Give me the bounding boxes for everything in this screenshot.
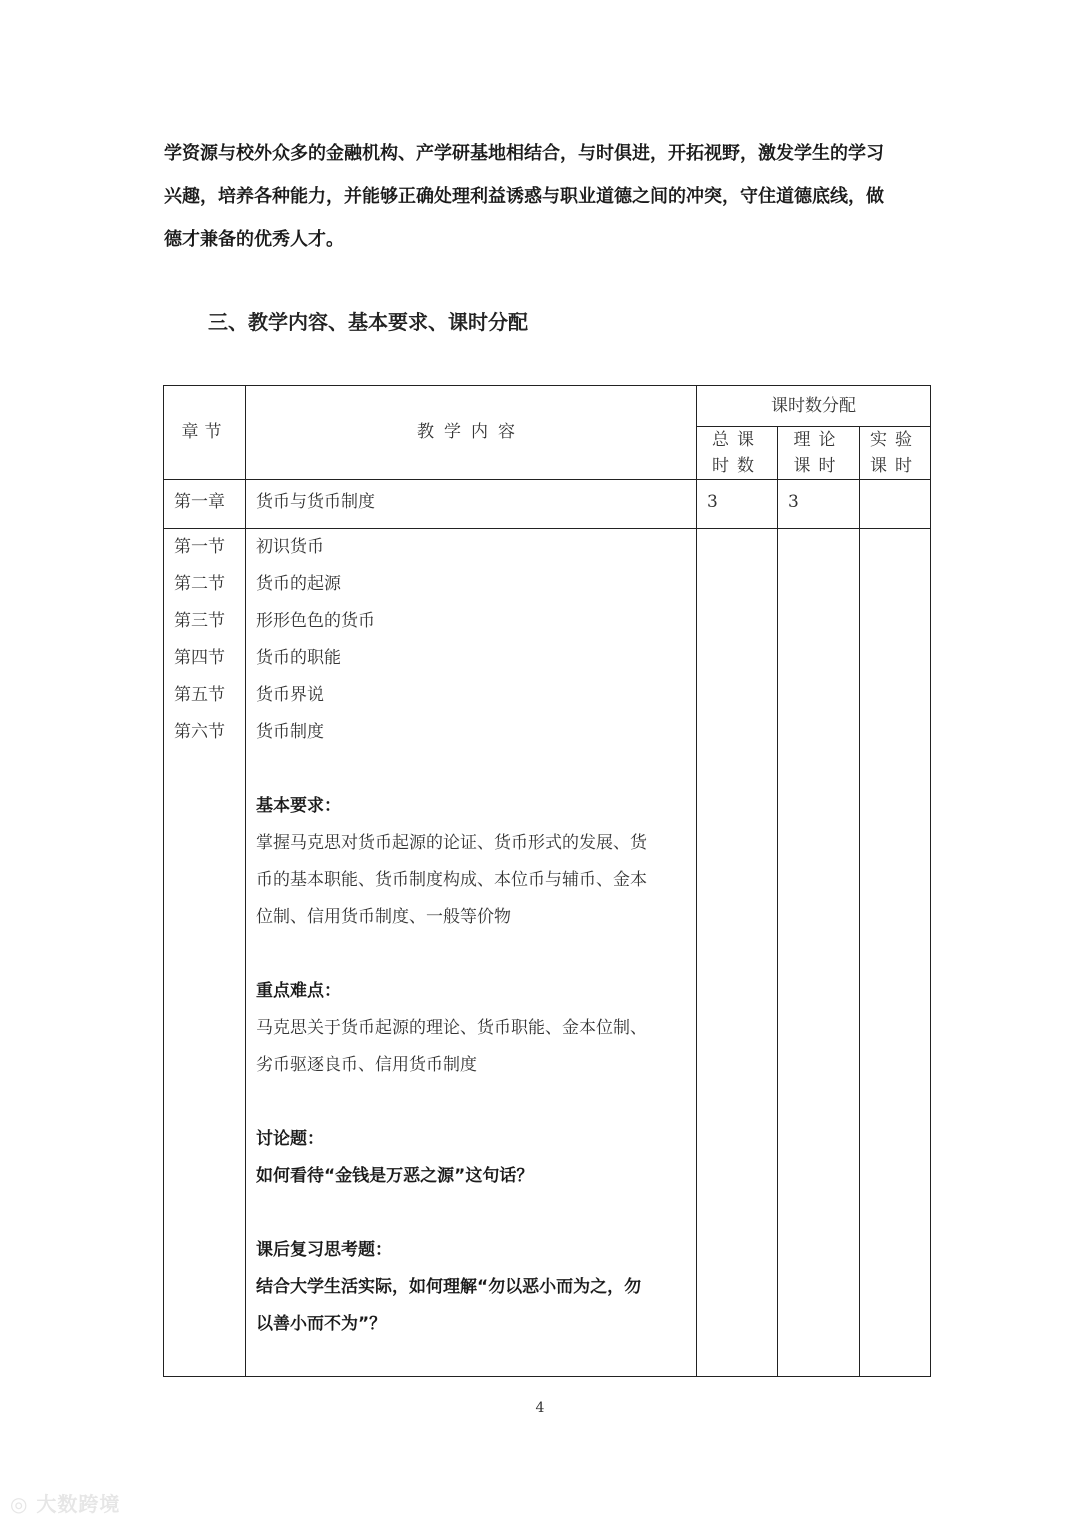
header-content: 教学内容 — [246, 386, 697, 480]
requirements-line: 币的基本职能、货币制度构成、本位币与辅币、金本 — [256, 870, 647, 890]
header-chapter: 章节 — [164, 386, 246, 480]
chapter-number: 第一章 — [164, 480, 246, 529]
discussion-label: 讨论题： — [256, 1129, 324, 1149]
requirements-line: 位制、信用货币制度、一般等价物 — [256, 907, 511, 927]
sections-total-hours — [697, 529, 778, 1377]
chapter-title: 货币与货币制度 — [246, 480, 697, 529]
course-schedule-table — [163, 385, 930, 1377]
requirements-line: 掌握马克思对货币起源的论证、货币形式的发展、货 — [256, 833, 647, 853]
header-lab-line-1: 实验 — [870, 430, 921, 450]
section-title: 形形色色的货币 — [256, 611, 375, 631]
intro-line-3: 德才兼备的优秀人才。 — [164, 229, 344, 250]
section-title: 货币制度 — [256, 722, 324, 742]
content-cell — [246, 529, 697, 1377]
intro-line-2: 兴趣，培养各种能力，并能够正确处理利益诱惑与职业道德之间的冲突，守住道德底线，做 — [164, 186, 884, 207]
header-theory-hours — [778, 427, 860, 480]
section-numbers-cell — [164, 529, 246, 1377]
chapter-lab-hours — [860, 480, 931, 529]
section-title: 初识货币 — [256, 537, 324, 557]
section-number: 第二节 — [174, 574, 225, 594]
page-number: 4 — [535, 1400, 545, 1416]
sections-lab-hours — [860, 529, 931, 1377]
review-question-line: 以善小而不为”？ — [256, 1314, 387, 1334]
header-lab-hours — [860, 427, 931, 480]
intro-paragraph — [164, 132, 924, 261]
header-total-hours — [697, 427, 778, 480]
sections-theory-hours — [778, 529, 860, 1377]
intro-line-1: 学资源与校外众多的金融机构、产学研基地相结合，与时俱进，开拓视野，激发学生的学习 — [164, 143, 884, 164]
header-hours: 课时数分配 — [697, 386, 931, 427]
watermark-logo — [10, 1488, 120, 1517]
discussion-question: 如何看待“金钱是万恶之源”这句话？ — [256, 1166, 534, 1186]
watermark-text: 大数跨境 — [36, 1492, 121, 1516]
header-theory-line-1: 理论 — [793, 430, 844, 450]
section-title: 三、教学内容、基本要求、课时分配 — [208, 310, 528, 334]
review-label: 课后复习思考题： — [256, 1240, 392, 1260]
section-number: 第三节 — [174, 611, 225, 631]
section-title: 货币的起源 — [256, 574, 341, 594]
section-number: 第一节 — [174, 537, 225, 557]
review-question-line: 结合大学生活实际，如何理解“勿以恶小而为之，勿 — [256, 1277, 642, 1297]
watermark-icon: ◎ — [10, 1492, 29, 1516]
chapter-theory-hours: 3 — [778, 480, 860, 529]
header-lab-line-2: 课时 — [870, 456, 921, 476]
key-points-line: 劣币驱逐良币、信用货币制度 — [256, 1055, 477, 1075]
header-total-line-1: 总课 — [712, 430, 762, 450]
key-points-line: 马克思关于货币起源的理论、货币职能、金本位制、 — [256, 1018, 647, 1038]
header-total-line-2: 时数 — [712, 456, 762, 476]
section-number: 第六节 — [174, 722, 225, 742]
header-theory-line-2: 课时 — [793, 456, 844, 476]
section-number: 第四节 — [174, 648, 225, 668]
requirements-label: 基本要求： — [256, 796, 341, 816]
section-title: 货币的职能 — [256, 648, 341, 668]
section-title: 货币界说 — [256, 685, 324, 705]
section-number: 第五节 — [174, 685, 225, 705]
key-points-label: 重点难点： — [256, 981, 341, 1001]
chapter-total-hours: 3 — [697, 480, 778, 529]
